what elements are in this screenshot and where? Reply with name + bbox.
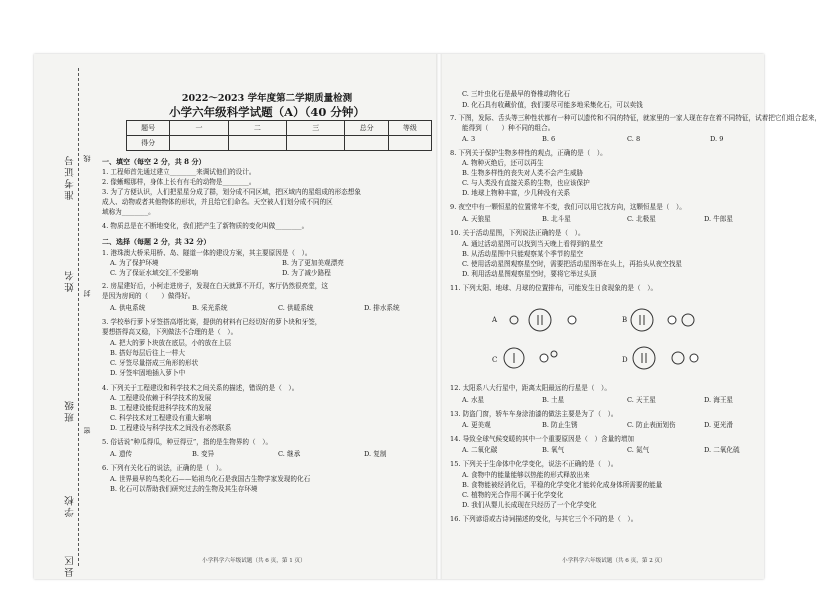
- question-text: 1. 工程师首先通过建立________来调试他们的设计。: [102, 168, 256, 176]
- option-c[interactable]: C. 为了保证水域交汇不受影响: [110, 269, 199, 277]
- option-d[interactable]: D. 化石具有收藏价值，我们要尽可能多地采集化石，可以卖钱: [462, 101, 643, 109]
- option-c[interactable]: C. 8: [627, 135, 641, 143]
- page-footer: 小学科学六年级试题（共 6 页，第 2 页）: [562, 558, 666, 564]
- option-a[interactable]: A. 把大的萝卜块放在底层，小的放在上层: [110, 339, 232, 347]
- option-c[interactable]: C. 供暖系统: [278, 304, 314, 312]
- binding-margin: [34, 54, 94, 579]
- option-d[interactable]: D. 工程建设与科学技术之间没有必然联系: [110, 424, 232, 432]
- option-a[interactable]: A. 遗传: [110, 450, 133, 458]
- option-d[interactable]: D. 复制: [364, 450, 387, 458]
- moon-icon: [568, 316, 576, 324]
- question-text: 域称为________。: [102, 208, 155, 216]
- score-table-score-row: [127, 136, 432, 151]
- option-b[interactable]: B. 搭好每层后往上一样大: [110, 349, 185, 357]
- earth-icon: [529, 309, 551, 331]
- option-a[interactable]: A. 通过活动星图可以找到当天晚上看得到的星空: [462, 240, 603, 248]
- question-text: 成人、动物或者其他物体的形状，并且给它们命名。天空被人们划分成不同的区: [102, 198, 333, 206]
- page-2: [442, 54, 821, 579]
- option-b[interactable]: B. 防止生锈: [542, 421, 578, 429]
- question-text: 15. 下列关于生命体中化学变化，说法不正确的是（ ）。: [450, 460, 618, 468]
- option-d[interactable]: D. 我们从婴儿长成现在只经历了一个化学变化: [462, 501, 597, 509]
- question-text: 4. 物质总是在不断地变化，我们把产生了新物质的变化叫做________。: [102, 222, 309, 230]
- sun-icon: [510, 316, 518, 324]
- option-c[interactable]: C. 三叶虫化石是最早的脊椎动物化石: [462, 90, 570, 98]
- margin-label-xianqu: 县区: [65, 554, 76, 577]
- option-a[interactable]: A. 水星: [462, 396, 485, 404]
- option-b[interactable]: B. 采光系统: [192, 304, 228, 312]
- question-text: 2. 房屋建好后，小柯走进房子，发现在白天就算不开灯，客厅仍然很亮堂，这: [102, 282, 328, 290]
- option-b[interactable]: B. 为了更加美观漂亮: [282, 259, 344, 267]
- option-a[interactable]: A. 食物中的能量能够以热能的形式释放出来: [462, 471, 590, 479]
- option-a[interactable]: A. 世界最早的鸟类化石——始祖鸟化石是我国古生物学家发现的化石: [110, 475, 311, 483]
- score-cell: 题号: [127, 121, 170, 136]
- option-c[interactable]: C. 北极星: [627, 215, 656, 223]
- moon-icon: [690, 354, 698, 362]
- option-a[interactable]: A. 供电系统: [110, 304, 146, 312]
- moon-icon: [668, 316, 676, 324]
- option-c[interactable]: C. 使用活动星图观察星空时，需要把活动星图举在头上，再抬头从夜空找星: [462, 260, 683, 268]
- sun-icon: [633, 347, 655, 369]
- option-b[interactable]: B. 北斗星: [542, 215, 571, 223]
- option-b[interactable]: B. 工程建设能促进科学技术的发展: [110, 404, 212, 412]
- score-input-cell[interactable]: [228, 136, 286, 151]
- margin-label-xingming: 姓名: [65, 269, 76, 292]
- option-d[interactable]: D. 牛郎星: [704, 215, 734, 223]
- exam-title-line-1: 2022～2023 学年度第二学期质量检测: [181, 93, 353, 104]
- question-text: 13. 防盗门窗，轿车车身涂油漆的做法主要是为了（ ）。: [450, 410, 618, 418]
- earth-icon: [672, 352, 684, 364]
- diagram-label-a: A: [492, 316, 498, 324]
- option-c[interactable]: C. 科学技术对工程建设有重大影响: [110, 414, 212, 422]
- option-c[interactable]: C. 继承: [278, 450, 301, 458]
- score-cell: 得分: [127, 136, 170, 151]
- option-b[interactable]: B. 土星: [542, 396, 565, 404]
- margin-label-zhunkao: 准考证号: [65, 154, 76, 200]
- option-d[interactable]: D. 更光滑: [704, 421, 734, 429]
- question-text: 10. 关于活动星图，下列说法正确的是（ ）。: [450, 229, 585, 237]
- page-footer: 小学科学六年级试题（共 6 页，第 1 页）: [202, 558, 306, 564]
- option-a[interactable]: A. 工程建设依赖于科学技术的发展: [110, 394, 212, 402]
- score-cell: 三: [287, 121, 345, 136]
- score-cell: 等级: [388, 121, 431, 136]
- earth-icon: [682, 314, 694, 326]
- margin-label-feng: 封: [83, 289, 91, 297]
- question-text: 16. 下列谚语或古诗词描述的变化，与其它三个不同的是（ ）。: [450, 515, 638, 523]
- question-text: 3. 学校举行萝卜牙签搭高塔比赛，提供的材料有已经切好的萝卜块和牙签，: [102, 318, 322, 326]
- option-b[interactable]: B. 食物能被经消化后，平稳的化学变化才能转化成身体所需要的能量: [462, 481, 663, 489]
- option-a[interactable]: A. 天狼星: [462, 215, 491, 223]
- page-1: [34, 54, 434, 579]
- question-text: 11. 下列太阳、地球、月球的位置排布，可能发生日食现象的是（ ）。: [450, 284, 658, 292]
- option-c[interactable]: C. 牙签尽量搭成三角形的形状: [110, 359, 199, 367]
- option-d[interactable]: D. 排水系统: [364, 304, 400, 312]
- question-text: 是因为房间的（ ）做得好。: [102, 292, 195, 300]
- option-b[interactable]: B. 化石可以帮助我们研究过去的生物及其生存环境: [110, 485, 258, 493]
- diagram-label-d: D: [622, 356, 628, 364]
- option-d[interactable]: D. 海王星: [704, 396, 734, 404]
- option-a[interactable]: A. 为了保护环境: [110, 259, 159, 267]
- sun-icon: [631, 309, 653, 331]
- option-b[interactable]: B. 从活动星图中只能观察某个季节的星空: [462, 250, 584, 258]
- option-d[interactable]: D. 地球上物种丰富，少几种没有关系: [462, 189, 571, 197]
- question-text: 要想搭得高又稳，下列做法不合理的是（ ）。: [102, 328, 238, 336]
- diagram-label-c: C: [492, 356, 498, 364]
- option-c[interactable]: C. 植物的光合作用不属于化学变化: [462, 491, 564, 499]
- score-input-cell[interactable]: [287, 136, 345, 151]
- question-text: 5. 俗话说“种瓜得瓜，种豆得豆”，指的是生物界的（ ）。: [102, 438, 273, 446]
- option-d[interactable]: D. 牙签牢固地插入萝卜中: [110, 369, 186, 377]
- diagram-label-b: B: [622, 316, 628, 324]
- question-text: 1. 港珠澳大桥采用桥、岛、隧道一体的建设方案，其主要原因是（ ）。: [102, 249, 312, 257]
- option-b[interactable]: B. 6: [542, 135, 556, 143]
- option-a[interactable]: A. 二氧化碳: [462, 446, 498, 454]
- score-table: [126, 120, 432, 151]
- option-d[interactable]: D. 二氧化硫: [704, 446, 740, 454]
- section-heading-choice: 二、选择（每题 2 分，共 32 分）: [102, 237, 211, 246]
- margin-label-xuexiao: 学校: [65, 494, 76, 517]
- score-cell: 二: [228, 121, 286, 136]
- question-text: 2. 像蜥蜴那样，身体上长有有毛的动物是________。: [102, 178, 256, 186]
- option-c[interactable]: C. 氮气: [627, 446, 650, 454]
- moon-icon: [540, 354, 548, 362]
- option-c[interactable]: C. 天王星: [627, 396, 656, 404]
- margin-label-mi: 密: [83, 426, 91, 434]
- option-a[interactable]: A. 更美观: [462, 421, 491, 429]
- option-b[interactable]: B. 变异: [192, 450, 215, 458]
- option-a[interactable]: A. 物种灭绝后，还可以再生: [462, 159, 544, 167]
- score-cell: 一: [170, 121, 228, 136]
- option-d[interactable]: D. 利用活动星图观察星空时，要将它举过头顶: [462, 270, 597, 278]
- question-text: 12. 太阳系八大行星中，距离太阳最远的行星是（ ）。: [450, 384, 611, 392]
- exam-paper: [34, 54, 821, 579]
- score-input-cell[interactable]: [170, 136, 228, 151]
- score-table-header-row: [127, 121, 432, 136]
- eclipse-diagram: [492, 298, 762, 374]
- option-b[interactable]: B. 生物多样性的丧失对人类不会产生威胁: [462, 169, 584, 177]
- option-d[interactable]: D. 9: [710, 135, 724, 143]
- question-text: 14. 导致全球气候变暖的其中一个重要原因是（ ）含量的增加: [450, 435, 635, 443]
- option-c[interactable]: C. 防止表面划伤: [627, 421, 676, 429]
- option-d[interactable]: D. 为了减少路程: [282, 269, 331, 277]
- score-cell: 总分: [345, 121, 388, 136]
- score-input-cell[interactable]: [345, 136, 388, 151]
- exam-title-line-2: 小学六年级科学试题（A）（40 分钟）: [169, 105, 365, 119]
- margin-label-banji: 班级: [65, 399, 76, 422]
- binding-line: [78, 68, 79, 566]
- question-text: 8. 下列关于保护生物多样性的观点，正确的是（ ）。: [450, 149, 607, 157]
- question-text: 6. 下列有关化石的说法，正确的是（ ）。: [102, 464, 226, 472]
- question-text: 7. 下图，发际、舌头等三种性状都有一种可以遗传和不同的特征，就家里的一家人现在存在着不同特征，试着把它们组合起来，: [450, 114, 821, 122]
- question-text: 4. 下列关于工程建设和科学技术之间关系的描述，错误的是（ ）。: [102, 384, 299, 392]
- question-text: 9. 夜空中有一颗恒星的位置常年不变，我们可以用它找方向，这颗恒星是（ ）。: [450, 203, 686, 211]
- sun-icon: [551, 351, 557, 357]
- margin-label-xian: 线: [83, 154, 91, 162]
- option-a[interactable]: A. 3: [462, 135, 476, 143]
- question-text: 能得到（ ）种不同的组合。: [462, 124, 555, 132]
- option-c[interactable]: C. 与人类没有直接关系的生物，也应该保护: [462, 179, 590, 187]
- option-b[interactable]: B. 氧气: [542, 446, 565, 454]
- section-heading-fill: 一、填空（每空 2 分，共 8 分）: [102, 157, 206, 166]
- eclipse-diagrams-svg: [492, 298, 762, 374]
- score-input-cell[interactable]: [388, 136, 431, 151]
- question-text: 3. 为了方便认识，人们把星星分成了群，划分成不同区域，把区域内的星组成的形态想象: [102, 188, 361, 196]
